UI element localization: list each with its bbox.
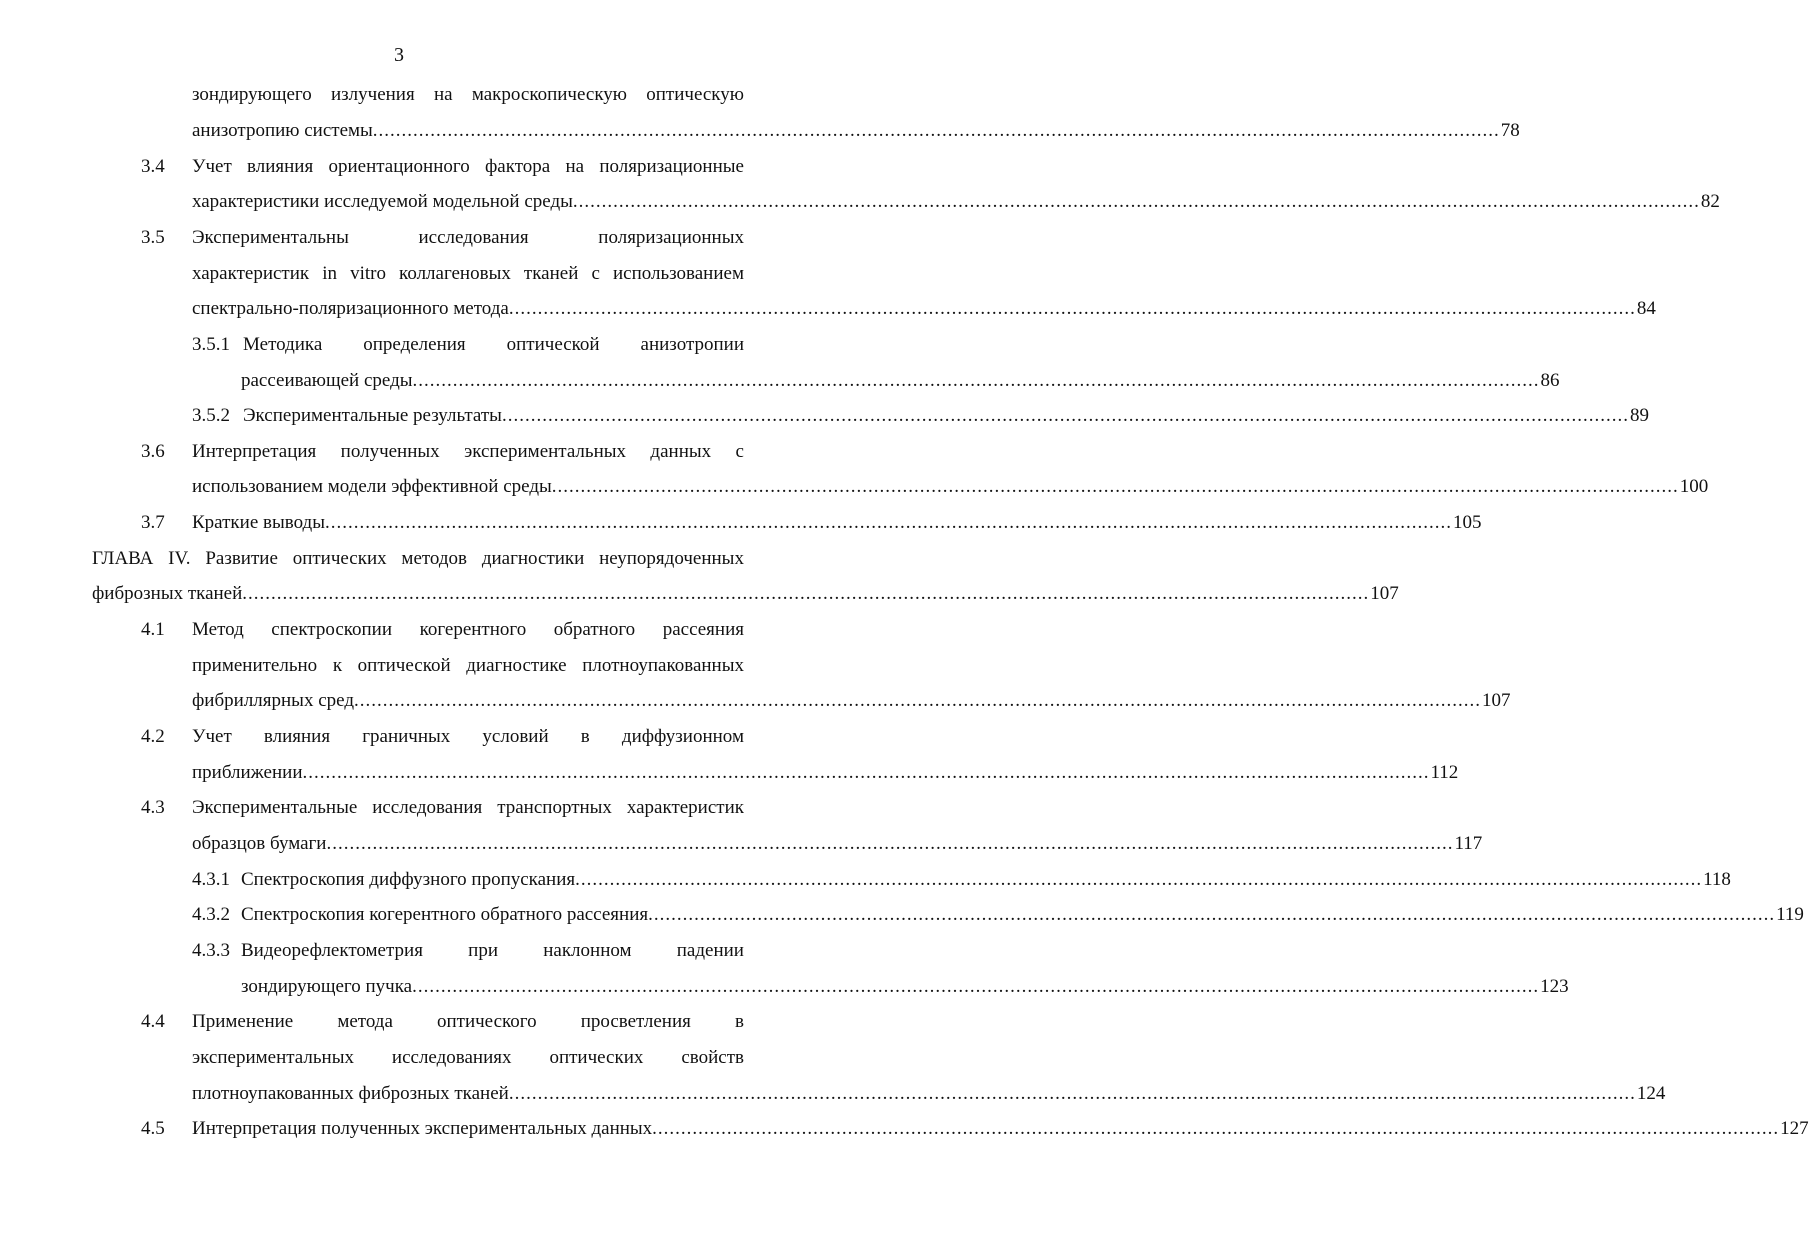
- toc-word: излучения: [331, 84, 415, 105]
- toc-word: исследования: [418, 227, 529, 248]
- toc-word: использованием: [612, 263, 744, 284]
- toc-word: исследованиях: [391, 1047, 512, 1068]
- section-number: 3.4: [141, 156, 165, 177]
- toc-line-just: [192, 225, 744, 251]
- toc-word: оптической: [357, 655, 451, 676]
- dot-leader: ....................................................................................................................................................................................................: [508, 1083, 1636, 1104]
- toc-word: условий: [482, 726, 549, 747]
- section-number: 4.1: [141, 619, 165, 640]
- toc-line-dotted: [192, 1116, 1809, 1142]
- toc-word: определения: [363, 334, 466, 355]
- entry-page: 123: [1540, 976, 1569, 997]
- entry-page: 107: [1370, 583, 1399, 604]
- toc-word: диагностики: [481, 548, 585, 569]
- dot-leader: ....................................................................................................................................................................................................: [551, 476, 1679, 497]
- toc-word: оптических: [549, 1047, 644, 1068]
- section-number: 4.3.1: [192, 869, 230, 890]
- chapter-heading: [92, 546, 744, 572]
- section-number: 3.7: [141, 512, 165, 533]
- entry-page: 124: [1636, 1083, 1666, 1104]
- toc-word: спектроскопии: [271, 619, 393, 640]
- dot-leader: ....................................................................................................................................................................................................: [302, 762, 1430, 783]
- toc-word: неупорядоченных: [599, 548, 744, 569]
- toc-word: тканей: [523, 263, 579, 284]
- dot-leader: ....................................................................................................................................................................................................: [353, 690, 1481, 711]
- toc-line-just: [192, 724, 744, 750]
- toc-word: характеристик: [192, 263, 310, 284]
- entry-page: 84: [1636, 298, 1656, 319]
- toc-word: диффузионном: [621, 726, 744, 747]
- toc-line-dotted: [92, 581, 1399, 607]
- toc-word: Методика: [243, 334, 323, 355]
- entry-title: приближении: [192, 762, 303, 783]
- toc-line-dotted: [192, 189, 1720, 215]
- dot-leader: ....................................................................................................................................................................................................: [501, 405, 1629, 426]
- toc-word: в: [580, 726, 590, 747]
- dot-leader: ....................................................................................................................................................................................................: [324, 512, 1452, 533]
- entry-page: 127: [1780, 1118, 1809, 1139]
- entry-title: использованием модели эффективной среды: [192, 476, 552, 497]
- toc-word: экспериментальных: [464, 441, 627, 462]
- toc-word: обратного: [553, 619, 636, 640]
- toc-word: Интерпретация: [192, 441, 317, 462]
- dot-leader: ....................................................................................................................................................................................................: [326, 833, 1454, 854]
- entry-page: 107: [1481, 690, 1511, 711]
- toc-line-dotted: [192, 760, 1459, 786]
- toc-line-dotted: [192, 510, 1482, 536]
- toc-word: характеристик: [626, 797, 744, 818]
- entry-title: фиброзных тканей: [92, 583, 243, 604]
- toc-line-dotted: [192, 296, 1656, 322]
- toc-word: Учет: [192, 156, 232, 177]
- dot-leader: ....................................................................................................................................................................................................: [412, 976, 1540, 997]
- toc-word: плотноупакованных: [582, 655, 744, 676]
- toc-line-just: [192, 1045, 744, 1071]
- section-number: 3.6: [141, 441, 165, 462]
- entry-page: 112: [1430, 762, 1459, 783]
- toc-word: на: [565, 156, 585, 177]
- entry-page: 105: [1452, 512, 1482, 533]
- toc-word: макроскопическую: [471, 84, 627, 105]
- toc-line-dotted: [241, 902, 1804, 928]
- toc-line-just: [192, 1009, 744, 1035]
- toc-word: влияния: [247, 156, 314, 177]
- entry-title: фибриллярных сред: [192, 690, 354, 711]
- entry-page: 86: [1540, 370, 1560, 391]
- toc-word: когерентного: [419, 619, 527, 640]
- toc-word: влияния: [263, 726, 331, 747]
- entry-title: Краткие выводы: [192, 512, 325, 533]
- entry-page: 89: [1629, 405, 1649, 426]
- entry-page: 118: [1703, 869, 1731, 890]
- dot-leader: ....................................................................................................................................................................................................: [648, 904, 1776, 925]
- dot-leader: ....................................................................................................................................................................................................: [508, 298, 1636, 319]
- toc-word: экспериментальных: [192, 1047, 354, 1068]
- toc-word: оптическую: [646, 84, 744, 105]
- entry-title: Спектроскопия когерентного обратного рассеяния: [241, 904, 649, 925]
- toc-word: полученных: [340, 441, 440, 462]
- section-number: 3.5.2: [192, 405, 230, 426]
- toc-word: ГЛАВА: [92, 548, 154, 569]
- toc-line-dotted: [243, 403, 1649, 429]
- toc-line-dotted: [241, 867, 1731, 893]
- toc-word: коллагеновых: [399, 263, 511, 284]
- toc-word: поляризационных: [598, 227, 744, 248]
- toc-line-just: [241, 938, 744, 964]
- toc-word: vitro: [350, 263, 386, 284]
- entry-title: анизотропию системы: [192, 120, 373, 141]
- page-number: 3: [394, 44, 404, 66]
- toc-word: граничных: [362, 726, 451, 747]
- dot-leader: ....................................................................................................................................................................................................: [412, 370, 1540, 391]
- toc-word: падении: [676, 940, 744, 961]
- toc-line-just: [192, 82, 744, 108]
- dot-leader: ....................................................................................................................................................................................................: [652, 1118, 1780, 1139]
- entry-title: спектрально-поляризационного метода: [192, 298, 509, 319]
- toc-word: оптических: [292, 548, 387, 569]
- toc-line-just: [192, 653, 744, 679]
- toc-word: диагностике: [466, 655, 567, 676]
- toc-word: Метод: [192, 619, 244, 640]
- section-number: 4.5: [141, 1118, 165, 1139]
- toc-line-just: [192, 261, 744, 287]
- toc-word: ориентационного: [328, 156, 470, 177]
- section-number: 4.2: [141, 726, 165, 747]
- toc-word: методов: [401, 548, 468, 569]
- entry-title: Экспериментальные результаты: [243, 405, 502, 426]
- toc-line-dotted: [241, 368, 1560, 394]
- toc-line-dotted: [241, 974, 1569, 1000]
- dot-leader: ....................................................................................................................................................................................................: [572, 191, 1700, 212]
- toc-word: просветления: [580, 1011, 691, 1032]
- section-number: 4.3.3: [192, 940, 230, 961]
- toc-word: Применение: [192, 1011, 294, 1032]
- toc-word: Экспериментальные: [192, 797, 358, 818]
- toc-line-just: [192, 795, 744, 821]
- toc-word: транспортных: [497, 797, 612, 818]
- toc-word: поляризационные: [599, 156, 744, 177]
- toc-word: при: [468, 940, 498, 961]
- toc-word: наклонном: [543, 940, 632, 961]
- toc-word: на: [433, 84, 453, 105]
- toc-word: с: [735, 441, 744, 462]
- entry-page: 100: [1679, 476, 1709, 497]
- toc-line-dotted: [192, 474, 1709, 500]
- toc-word: к: [332, 655, 343, 676]
- toc-word: Видеорефлектометрия: [241, 940, 423, 961]
- toc-line-dotted: [192, 688, 1511, 714]
- toc-word: данных: [650, 441, 712, 462]
- toc-line-dotted: [192, 831, 1483, 857]
- section-number: 4.4: [141, 1011, 165, 1032]
- entry-page: 78: [1500, 120, 1520, 141]
- entry-title: рассеивающей среды: [241, 370, 413, 391]
- toc-line-dotted: [192, 118, 1520, 144]
- toc-word: анизотропии: [640, 334, 744, 355]
- toc-word: оптической: [506, 334, 600, 355]
- toc-word: IV.: [168, 548, 191, 569]
- toc-line-just: [243, 332, 744, 358]
- toc-word: Экспериментальны: [192, 227, 349, 248]
- entry-title: Спектроскопия диффузного пропускания: [241, 869, 576, 890]
- entry-title: Интерпретация полученных экспериментальных данных: [192, 1118, 653, 1139]
- section-number: 4.3: [141, 797, 165, 818]
- entry-page: 119: [1776, 904, 1804, 925]
- entry-page: 82: [1700, 191, 1720, 212]
- entry-page: 117: [1454, 833, 1483, 854]
- toc-word: в: [734, 1011, 744, 1032]
- toc-word: Развитие: [205, 548, 278, 569]
- toc-word: исследования: [372, 797, 483, 818]
- toc-line-just: [192, 154, 744, 180]
- toc-word: свойств: [681, 1047, 744, 1068]
- section-number: 4.3.2: [192, 904, 230, 925]
- dot-leader: ....................................................................................................................................................................................................: [372, 120, 1500, 141]
- toc-word: оптического: [436, 1011, 537, 1032]
- dot-leader: ....................................................................................................................................................................................................: [575, 869, 1703, 890]
- toc-line-just: [192, 439, 744, 465]
- entry-title: образцов бумаги: [192, 833, 327, 854]
- entry-title: характеристики исследуемой модельной среды: [192, 191, 573, 212]
- toc-word: с: [591, 263, 600, 284]
- toc-word: рассеяния: [662, 619, 744, 640]
- section-number: 3.5: [141, 227, 165, 248]
- dot-leader: ....................................................................................................................................................................................................: [242, 583, 1370, 604]
- toc-word: фактора: [484, 156, 551, 177]
- toc-word: применительно: [192, 655, 318, 676]
- toc-line-dotted: [192, 1081, 1666, 1107]
- entry-title: плотноупакованных фиброзных тканей: [192, 1083, 509, 1104]
- toc-word: Учет: [192, 726, 232, 747]
- toc-line-just: [192, 617, 744, 643]
- section-number: 3.5.1: [192, 334, 230, 355]
- entry-title: зондирующего пучка: [241, 976, 413, 997]
- toc-word: метода: [337, 1011, 393, 1032]
- toc-word: зондирующего: [192, 84, 312, 105]
- toc-word: in: [322, 263, 337, 284]
